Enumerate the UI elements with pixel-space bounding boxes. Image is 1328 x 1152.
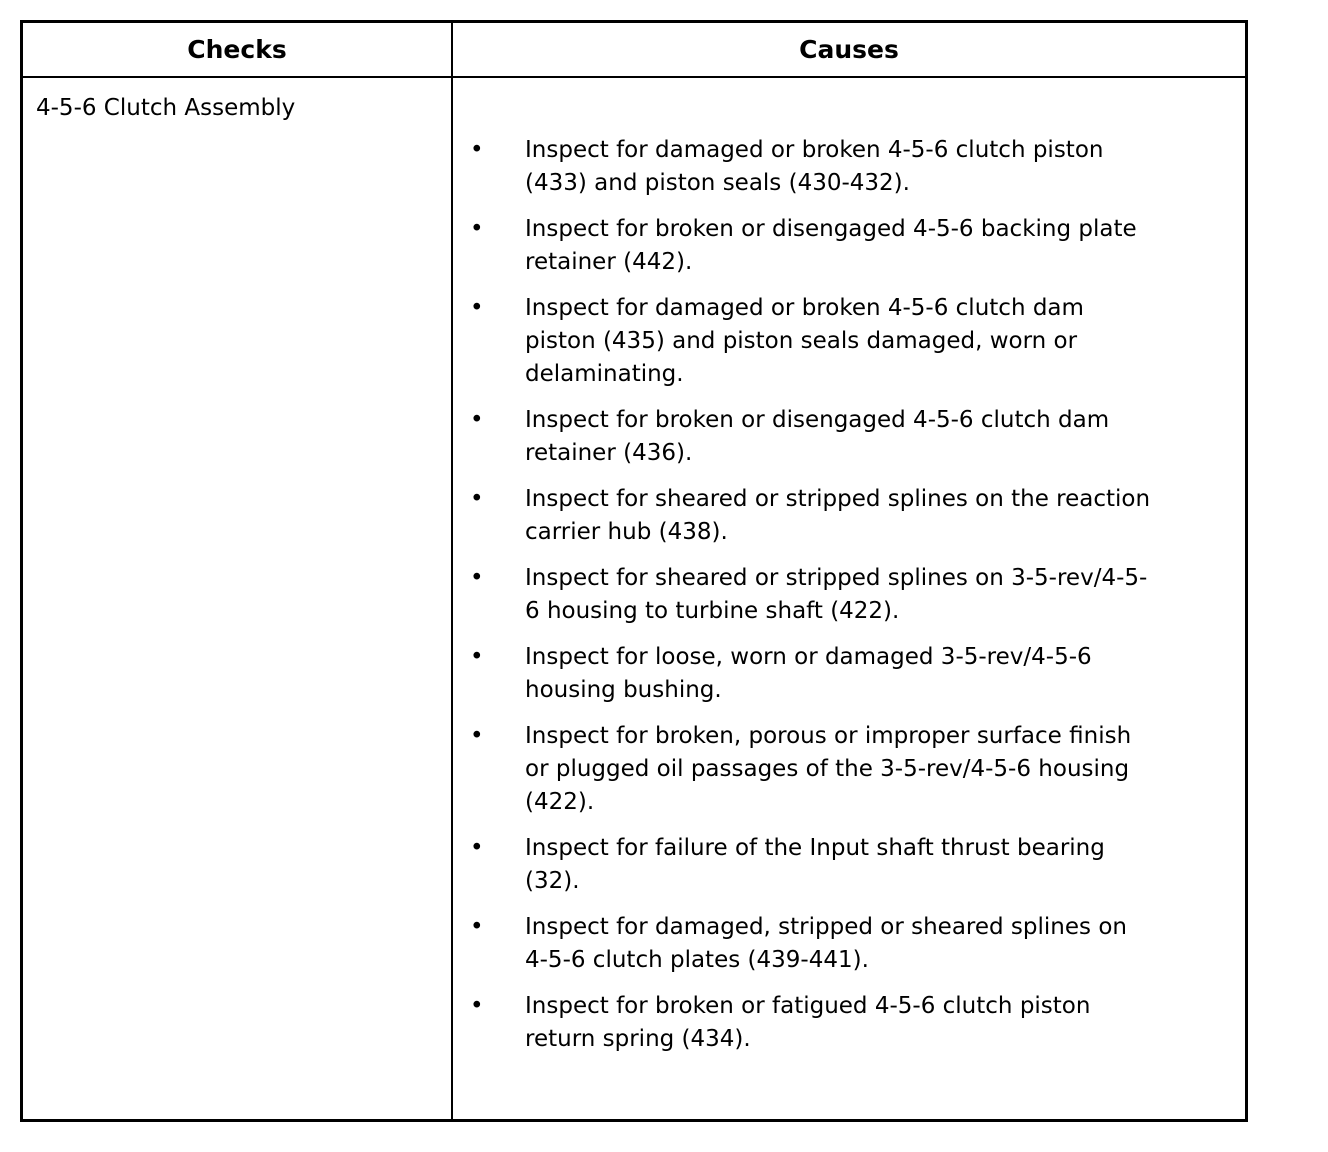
cause-text: Inspect for failure of the Input shaft thrust bearing (32).	[525, 835, 1105, 894]
bullet-icon: •	[470, 486, 484, 512]
bullet-icon: •	[470, 295, 484, 321]
bullet-icon: •	[470, 644, 484, 670]
bullet-icon: •	[470, 723, 484, 749]
cause-list-item	[453, 720, 1245, 819]
cause-text: Inspect for broken or disengaged 4-5-6 clutch dam retainer (436).	[525, 407, 1110, 466]
bullet-icon: •	[470, 565, 484, 591]
causes-cell	[453, 78, 1245, 1119]
table-header-row	[23, 23, 1245, 78]
cause-text: Inspect for damaged, stripped or sheared splines on 4-5-6 clutch plates (439-441).	[525, 914, 1127, 973]
check-name-cell	[23, 78, 453, 1119]
check-name: 4-5-6 Clutch Assembly	[36, 95, 296, 121]
causes-column-header: Causes	[799, 35, 899, 64]
cause-list-item	[453, 404, 1245, 470]
cause-list-item	[453, 134, 1245, 200]
cause-text: Inspect for damaged or broken 4-5-6 clutch piston (433) and piston seals (430-432).	[525, 137, 1104, 196]
bullet-icon: •	[470, 993, 484, 1019]
checks-column-header: Checks	[23, 23, 453, 76]
cause-list-item	[453, 562, 1245, 628]
table-row	[23, 78, 1245, 1119]
bullet-icon: •	[470, 216, 484, 242]
cause-list-item	[453, 911, 1245, 977]
cause-list-item	[453, 292, 1245, 391]
cause-text: Inspect for sheared or stripped splines on 3-5-rev/4-5-6 housing to turbine shaft (422).	[525, 565, 1148, 624]
cause-list-item	[453, 832, 1245, 898]
cause-text: Inspect for damaged or broken 4-5-6 clutch dam piston (435) and piston seals damaged, worn or delaminating.	[525, 295, 1084, 387]
cause-text: Inspect for broken or fatigued 4-5-6 clutch piston return spring (434).	[525, 993, 1091, 1052]
cause-text: Inspect for sheared or stripped splines on the reaction carrier hub (438).	[525, 486, 1151, 545]
cause-list-item	[453, 213, 1245, 279]
bullet-icon: •	[470, 914, 484, 940]
cause-list-item	[453, 641, 1245, 707]
causes-list	[453, 134, 1245, 1056]
bullet-icon: •	[470, 137, 484, 163]
cause-text: Inspect for loose, worn or damaged 3-5-rev/4-5-6 housing bushing.	[525, 644, 1092, 703]
cause-list-item	[453, 483, 1245, 549]
bullet-icon: •	[470, 407, 484, 433]
cause-list-item	[453, 990, 1245, 1056]
bullet-icon: •	[470, 835, 484, 861]
cause-text: Inspect for broken or disengaged 4-5-6 backing plate retainer (442).	[525, 216, 1137, 275]
checks-causes-table	[20, 20, 1248, 1122]
cause-text: Inspect for broken, porous or improper surface finish or plugged oil passages of the 3-5-rev/4-5-6 housing (422).	[525, 723, 1132, 815]
